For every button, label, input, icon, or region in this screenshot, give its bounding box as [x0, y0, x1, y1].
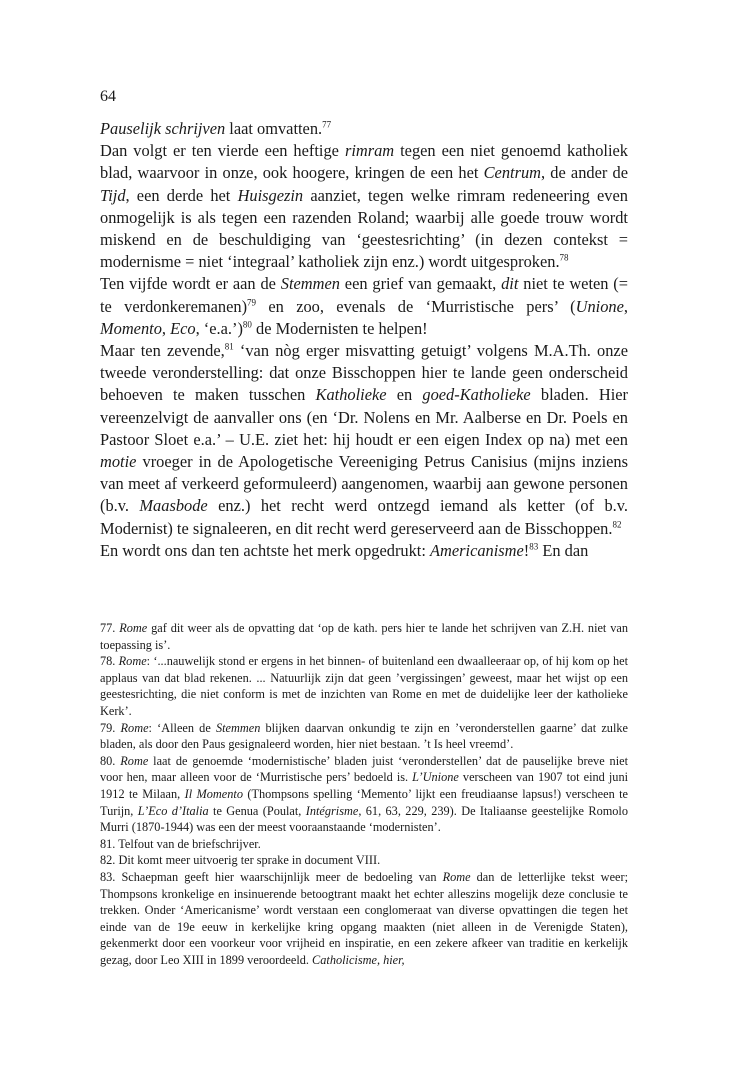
text: 79. [100, 720, 121, 735]
text: laat omvatten. [225, 119, 323, 138]
text: , [623, 296, 628, 316]
paragraph-1 [100, 118, 628, 140]
main-text [100, 118, 628, 562]
paragraph-3 [100, 273, 628, 340]
italic-text: Rome [120, 720, 149, 735]
italic-text: Rome [119, 621, 148, 635]
text: 83. Schaepman geeft hier waarschijnlijk meer de bedoeling van [100, 869, 443, 884]
italic-text: L’Eco d’Italia [137, 803, 209, 818]
text: Dan volgt er ten vierde een heftige [100, 141, 345, 161]
text: Ten vijfde wordt er aan de [100, 274, 281, 294]
italic-text: Katholieke [315, 385, 387, 405]
text: En wordt ons dan ten achtste het merk opgedrukt: [100, 540, 431, 560]
text: : ‘...nauwelijk stond er ergens in het binnen- of buitenland een dwaalleeraar op, of hij kom op het applaus van dat blad rekenen. ... Natuurlijk zijn dat geen ’vergissingen’ geweest, maar het wijst op een geestesrichting, die niet conform is met de inzichten van Rome en met de duidelijke leer der katholieke Kerk’. [100, 654, 628, 718]
footnote-80 [100, 753, 628, 836]
text: Maar ten zevende, [100, 341, 225, 361]
text: bladen. Hier vereenzelvigt de aanvaller ons (en ‘Dr. Nolens en Mr. Aalberse en Dr. Poels en Pastoor Sloet e.a.’ – U.E. ziet het: hij houdt er een eigen Index op na) met een [100, 385, 628, 449]
text: te Genua (Poulat, [208, 803, 306, 818]
italic-text: rimram [344, 141, 395, 161]
footnote-79 [100, 720, 628, 753]
italic-text: Americanisme [430, 540, 524, 560]
text: ‘van nòg erger misvatting getuigt’ volgens M.A.Th. onze tweede veronderstelling: dat onze Bisschoppen hier te lande geen onderscheid behoeven te maken tusschen [100, 341, 628, 405]
text: laat de genoemde ‘modernistische’ bladen juist ‘veronderstellen’ dat de pauselijke breve niet voor hen, maar alleen voor de ‘Murristische pers’ bedoeld is. [100, 753, 628, 785]
footnote-ref-79: 79 [247, 297, 257, 308]
footnote-ref-77: 77 [322, 119, 332, 130]
paragraph-4 [100, 340, 628, 540]
italic-text: Il Momento [184, 786, 243, 801]
footnote-78 [100, 653, 628, 719]
footnote-77 [100, 620, 628, 653]
text: , ‘e.a.’) [195, 318, 243, 338]
text: tegen een niet genoemd katholiek blad, waarvoor in onze, ook hoogere, kringen de een het [100, 141, 628, 183]
text: 77. [100, 621, 120, 635]
text: , een derde het [125, 185, 238, 205]
paragraph-2 [100, 140, 628, 273]
text: , 61, 63, 229, 239). De Italiaanse geestelijke Romolo Murri (1870-1944) was een der meest vooraanstaande ‘modernisten’. [100, 803, 628, 835]
text: de Modernisten te helpen! [251, 318, 428, 338]
text: 80. [100, 753, 121, 768]
text: : ‘Alleen de [148, 720, 216, 735]
italic-text: Tijd [100, 185, 126, 205]
footnote-82: 82. Dit komt meer uitvoerig ter sprake in document VIII. [100, 853, 381, 868]
footnote-ref-80: 80 [242, 319, 252, 330]
italic-text: Momento [100, 318, 162, 338]
text: enz.) het recht werd ontzegd iemand als ketter (of b.v. Modernist) te signaleeren, en dit recht werd gereserveerd aan de Bisschoppen. [100, 496, 629, 538]
italic-text: Stemmen [280, 274, 340, 294]
footnotes [100, 620, 628, 968]
italic-text: Eco [170, 318, 196, 338]
italic-text: Maasbode [139, 496, 208, 516]
text: dan de letterlijke tekst weer; Thompsons kronkelige en insinuerende betoogtrant maakt het echter alleszins mogelijk deze conclusie te trekken. Onder ‘Americanisme’ wordt verstaan een conglomeraat van diverse opvattingen die tegen het einde van de 19e eeuw in kerkelijke kring opgang maakten (niet alleen in de Verenigde Staten), gekenmerkt door een voorkeur voor vrijheid en inspiratie, en een zekere afkeer van traditie en kerkelijk gezag, door Leo XIII in 1899 veroordeeld. [100, 869, 628, 967]
footnote-83 [100, 869, 628, 969]
italic-text: Centrum [483, 163, 541, 183]
text: niet te weten (= te verdonkeremanen) [100, 274, 629, 316]
text: (Thompsons spelling ‘Memento’ lijkt een freudiaanse lapsus!) verscheen te Turijn, [100, 786, 628, 818]
text: , [161, 318, 171, 338]
text: , de ander de [541, 163, 628, 183]
italic-text: Catholicisme, hier, [312, 952, 405, 967]
italic-text: Rome [118, 654, 147, 669]
text: aanziet, tegen welke rimram redeneering even onmogelijk is als tegen een razenden Roland; waarbij alle goede trouw wordt miskend en de beschuldiging van ‘geestesrichting’ (in dezen contekst = modernisme = niet ‘integraal’ katholiek zijn enz.) wordt uitgesproken. [100, 185, 628, 272]
italic-text: dit [501, 274, 519, 294]
footnote-ref-83: 83 [529, 541, 539, 552]
text: gaf dit weer als de opvatting dat ‘op de kath. pers hier te lande het schrijven van Z.H. niet van toepassing is’. [100, 621, 628, 652]
footnote-ref-78: 78 [559, 252, 569, 263]
footnote-ref-82: 82 [612, 519, 622, 530]
footnote-81: 81. Telfout van de briefschrijver. [100, 836, 261, 851]
italic-text: Pauselijk schrijven [100, 119, 226, 138]
footnote-ref-81: 81 [224, 341, 234, 352]
page-number: 64 [100, 88, 116, 105]
italic-text: Intégrisme [305, 803, 359, 818]
text: En dan [538, 540, 589, 560]
text: en zoo, evenals de ‘Murristische pers’ ( [256, 296, 576, 316]
italic-text: motie [100, 452, 137, 472]
italic-text: Rome [442, 869, 471, 884]
text: en [386, 385, 423, 405]
text: verscheen van 1907 tot eind juni 1912 te Milaan, [100, 770, 629, 801]
text: ! [523, 540, 530, 560]
italic-text: Unione [575, 296, 624, 316]
paragraph-5 [100, 540, 628, 562]
text: vroeger in de Apologetische Vereeniging Petrus Canisius (mijns inziens van meet af verkeerd geformuleerd) aangenomen, waarbij aan gewone personen (b.v. [100, 452, 628, 516]
italic-text: Stemmen [215, 720, 261, 735]
italic-text: Huisgezin [237, 185, 304, 205]
italic-text: Rome [120, 753, 149, 768]
text: een grief van gemaakt, [339, 274, 502, 294]
italic-text: goed-Katholieke [422, 385, 531, 405]
italic-text: L’Unione [412, 770, 459, 785]
text: blijken daarvan onkundig te zijn en ’veronderstellen gaarne’ dat zulke bladen, als door den Paus gesignaleerd worden, hier niet bestaan. ’t Is heel vreemd’. [100, 720, 628, 752]
text: 78. [100, 654, 119, 669]
